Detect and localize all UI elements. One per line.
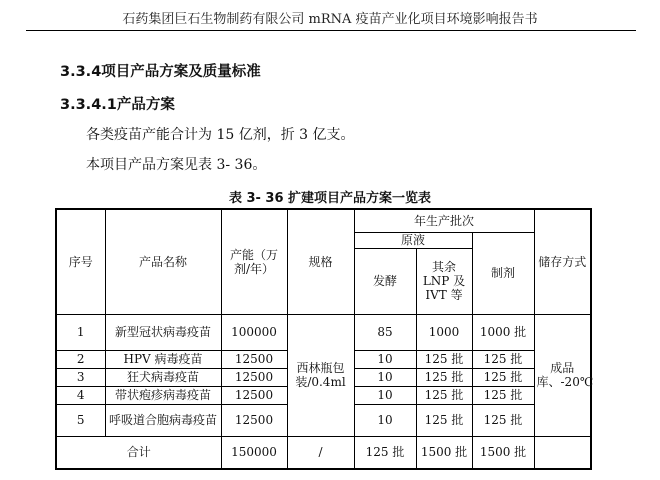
header-capacity: 产能（万剂/年） — [221, 209, 287, 314]
cell-product-name: 带状疱疹病毒疫苗 — [105, 386, 221, 404]
paragraph-capacity: 各类疫苗产能合计为 15 亿剂，折 3 亿支。 — [86, 127, 355, 143]
header-rule — [26, 30, 636, 31]
cell-other: 125 批 — [416, 368, 472, 386]
cell-no: 3 — [56, 368, 105, 386]
cell-formulation: 125 批 — [472, 368, 534, 386]
cell-no: 5 — [56, 404, 105, 436]
page-header: 石药集团巨石生物制药有限公司 mRNA 疫苗产业化项目环境影响报告书 — [122, 12, 538, 27]
total-storage-empty — [534, 436, 591, 469]
cell-no: 1 — [56, 314, 105, 350]
cell-capacity: 12500 — [221, 404, 287, 436]
cell-other: 125 批 — [416, 386, 472, 404]
total-row — [56, 436, 591, 469]
cell-fermentation: 10 — [354, 386, 416, 404]
cell-product-name: 呼吸道合胞病毒疫苗 — [105, 404, 221, 436]
cell-formulation: 125 批 — [472, 386, 534, 404]
header-formulation: 制剂 — [472, 232, 534, 314]
cell-formulation: 1000 批 — [472, 314, 534, 350]
total-label: 合计 — [56, 436, 221, 469]
cell-capacity: 12500 — [221, 386, 287, 404]
total-formulation: 1500 批 — [472, 436, 534, 469]
cell-fermentation: 85 — [354, 314, 416, 350]
total-spec: / — [287, 436, 354, 469]
cell-no: 4 — [56, 386, 105, 404]
header-other: 其余 LNP 及 IVT 等 — [416, 248, 472, 314]
cell-other: 125 批 — [416, 350, 472, 368]
cell-capacity: 12500 — [221, 368, 287, 386]
subsection-heading: 3.3.4.1产品方案 — [60, 97, 175, 113]
cell-no: 2 — [56, 350, 105, 368]
cell-product-name: 新型冠状病毒疫苗 — [105, 314, 221, 350]
cell-other: 1000 — [416, 314, 472, 350]
cell-capacity: 12500 — [221, 350, 287, 368]
cell-spec-merged: 西林瓶包装/0.4ml — [287, 314, 354, 436]
cell-product-name: 狂犬病毒疫苗 — [105, 368, 221, 386]
header-fermentation: 发酵 — [354, 248, 416, 314]
header-spec: 规格 — [287, 209, 354, 314]
total-fermentation: 125 批 — [354, 436, 416, 469]
cell-fermentation: 10 — [354, 368, 416, 386]
cell-formulation: 125 批 — [472, 350, 534, 368]
cell-capacity: 100000 — [221, 314, 287, 350]
header-storage: 储存方式 — [534, 209, 591, 314]
cell-fermentation: 10 — [354, 350, 416, 368]
paragraph-table-ref: 本项目产品方案见表 3- 36。 — [86, 157, 267, 173]
header-product-name: 产品名称 — [105, 209, 221, 314]
header-stock-solution: 原液 — [354, 232, 472, 248]
cell-other: 125 批 — [416, 404, 472, 436]
header-no: 序号 — [56, 209, 105, 314]
table-caption: 表 3- 36 扩建项目产品方案一览表 — [228, 191, 432, 206]
total-other: 1500 批 — [416, 436, 472, 469]
cell-fermentation: 10 — [354, 404, 416, 436]
header-annual-batches: 年生产批次 — [354, 209, 534, 232]
table-row — [56, 314, 591, 350]
product-plan-table — [55, 208, 592, 470]
cell-product-name: HPV 病毒疫苗 — [105, 350, 221, 368]
total-capacity: 150000 — [221, 436, 287, 469]
section-heading: 3.3.4项目产品方案及质量标准 — [60, 64, 261, 80]
cell-storage-merged: 成品库、-20℃ — [534, 314, 591, 436]
cell-formulation: 125 批 — [472, 404, 534, 436]
